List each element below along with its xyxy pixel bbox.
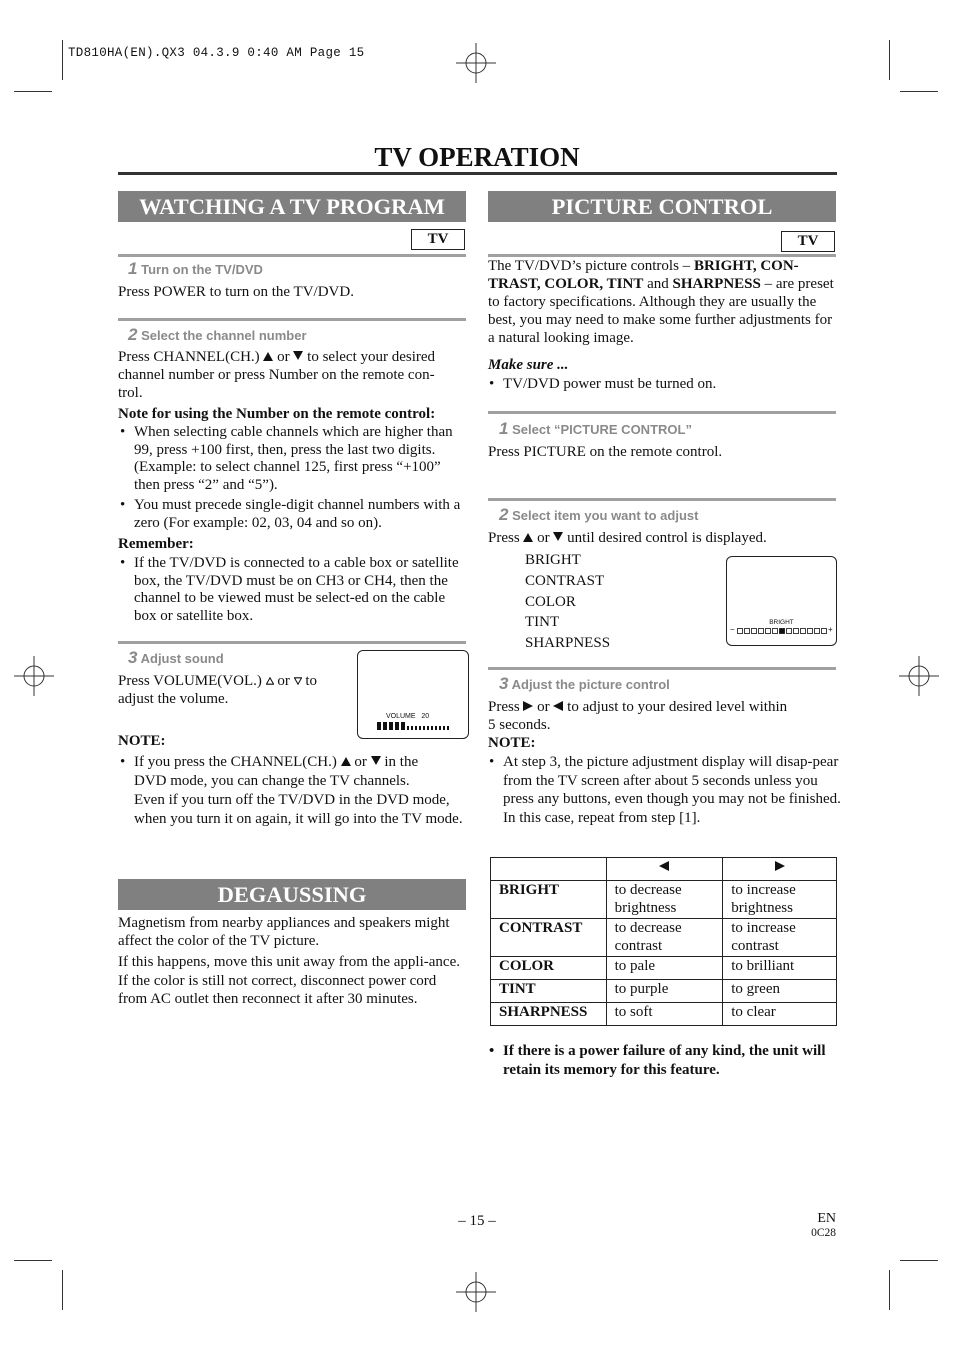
picture-item-list <box>525 550 610 654</box>
note-bullet-1: • If you press the CHANNEL(CH.) or in the DVD mode, you can change the TV channels. Even if you turn off the TV/DVD in the DVD mode, when you turn it on again, it will go into the TV mode. <box>120 753 480 829</box>
table-row <box>491 1003 837 1026</box>
left-arrow-icon <box>659 861 669 871</box>
table-row-right: to green <box>723 980 837 1003</box>
degaussing-para-1: Magnetism from nearby appliances and speakers might affect the color of the TV picture. <box>118 915 450 949</box>
table-row <box>491 957 837 980</box>
picture-intro: The TV/DVD’s picture controls – BRIGHT, CON-TRAST, COLOR, TINT and SHARPNESS – are preset to factory specifications. Although they are usually the best, you may need to make some further adjustments for a natural looking image. <box>488 258 834 346</box>
left-arrow-icon <box>553 701 563 711</box>
step-2-heading: 2 Select the channel number <box>128 325 307 344</box>
picture-item: TINT <box>525 614 560 631</box>
crop-mark <box>900 1260 938 1261</box>
page-number: – 15 – <box>458 1213 496 1229</box>
pc-step-1-text: Press PICTURE on the remote control. <box>488 444 723 460</box>
volume-up-arrow-icon <box>266 677 274 685</box>
down-arrow-icon <box>371 756 381 765</box>
picture-adjust-screen <box>726 556 837 646</box>
table-header-left <box>606 858 723 881</box>
remember-bullet-1: • If the TV/DVD is connected to a cable box or satellite box, the TV/DVD must be on CH3 or CH4, then the channel to be viewed must be select-ed on the cable box or satellite box. <box>120 555 470 625</box>
table-row-label: SHARPNESS <box>491 1003 607 1026</box>
picture-control-heading: PICTURE CONTROL <box>488 191 836 222</box>
step-3-heading: 3 Adjust sound <box>128 648 224 667</box>
note-number-bullet-2: • You must precede single-digit channel numbers with a zero (For example: 02, 03, 04 and so on). <box>120 497 470 532</box>
print-slug: TD810HA(EN).QX3 04.3.9 0:40 AM Page 15 <box>68 46 365 60</box>
crop-mark <box>14 1260 52 1261</box>
screen-minus: − <box>730 625 735 634</box>
pc-step-2-text: Press or until desired control is displayed. <box>488 530 767 546</box>
registration-mark-icon <box>14 656 54 696</box>
table-row-label: BRIGHT <box>491 881 607 919</box>
table-row-label: CONTRAST <box>491 919 607 957</box>
crop-mark <box>62 40 63 80</box>
table-row <box>491 919 837 957</box>
document-code: 0C28 <box>811 1227 836 1239</box>
table-row-left: to decrease contrast <box>606 919 723 957</box>
volume-level-bar <box>377 722 451 731</box>
table-row-left: to soft <box>606 1003 723 1026</box>
picture-item: BRIGHT <box>525 552 581 568</box>
down-arrow-icon <box>293 351 303 360</box>
degaussing-para-2: If this happens, move this unit away from the appli-ance. If the color is still not correct, disconnect power cord from AC outlet then reconnect it after 30 minutes. <box>118 954 460 1007</box>
down-arrow-icon <box>553 532 563 541</box>
note-number-heading: Note for using the Number on the remote control: <box>118 406 436 422</box>
table-row-label: COLOR <box>491 957 607 980</box>
up-arrow-icon <box>263 352 273 361</box>
step-1-text: Press POWER to turn on the TV/DVD. <box>118 284 354 300</box>
volume-label: VOLUME 20 <box>386 713 430 720</box>
step-divider <box>488 498 836 501</box>
right-arrow-icon <box>523 701 533 711</box>
picture-control-table <box>490 857 837 1026</box>
tv-badge: TV <box>411 229 465 250</box>
pc-step-3-heading: 3 Adjust the picture control <box>499 674 670 693</box>
picture-level-bar <box>737 628 829 634</box>
make-sure-bullet: • TV/DVD power must be turned on. <box>489 376 843 394</box>
make-sure-heading: Make sure ... <box>488 357 569 373</box>
right-arrow-icon <box>775 861 785 871</box>
pc-note-bullet: • At step 3, the picture adjustment display will disap-pear from the TV screen after about 5 seconds unless you press any buttons, even though you may not be finished. In this case, repeat from step [1]. <box>489 753 851 827</box>
table-row <box>491 881 837 919</box>
picture-item: SHARPNESS <box>525 635 611 652</box>
crop-mark <box>62 1270 63 1310</box>
step-divider <box>488 667 836 670</box>
table-row-left: to decrease brightness <box>606 881 723 919</box>
registration-mark-icon <box>456 43 496 83</box>
screen-bright-label: BRIGHT <box>769 619 794 626</box>
registration-mark-icon <box>456 1272 496 1312</box>
table-row-right: to increase contrast <box>723 919 837 957</box>
table-row-label: TINT <box>491 980 607 1003</box>
crop-mark <box>900 91 938 92</box>
table-row <box>491 980 837 1003</box>
degaussing-heading: DEGAUSSING <box>118 879 466 910</box>
crop-mark <box>889 40 890 80</box>
note-heading: NOTE: <box>118 733 166 749</box>
table-row-left: to purple <box>606 980 723 1003</box>
volume-down-arrow-icon <box>294 677 302 685</box>
pc-step-2-heading: 2 Select item you want to adjust <box>499 505 699 524</box>
step-divider <box>488 411 836 414</box>
step-divider <box>118 318 466 321</box>
table-row-right: to brilliant <box>723 957 837 980</box>
pc-step-3-text: Press or to adjust to your desired level within 5 seconds. <box>488 699 788 733</box>
step-divider <box>118 254 466 257</box>
title-rule <box>118 172 837 175</box>
up-arrow-icon <box>523 533 533 542</box>
crop-mark <box>889 1270 890 1310</box>
volume-screen <box>357 650 469 739</box>
pc-note-heading: NOTE: <box>488 735 536 751</box>
language-code: EN <box>817 1211 836 1226</box>
table-row-right: to clear <box>723 1003 837 1026</box>
pc-step-1-heading: 1 Select “PICTURE CONTROL” <box>499 419 692 438</box>
note-number-bullet-1: • When selecting cable channels which are higher than 99, press +100 first, then, press the last two digits. (Example: to select channel 125, first press “+100” then press “2” and “5”). <box>120 424 470 494</box>
table-header-row <box>491 858 837 881</box>
step-2-text: Press CHANNEL(CH.) or to select your desired channel number or press Number on the remote con- trol. <box>118 349 436 401</box>
power-failure-note: • If there is a power failure of any kind, the unit will retain its memory for this feature. <box>489 1042 851 1080</box>
screen-plus: + <box>828 625 833 634</box>
page-title: TV OPERATION <box>374 142 580 172</box>
picture-item: CONTRAST <box>525 572 605 589</box>
crop-mark <box>14 91 52 92</box>
table-row-left: to pale <box>606 957 723 980</box>
remember-heading: Remember: <box>118 536 194 552</box>
up-arrow-icon <box>341 757 351 766</box>
tv-badge: TV <box>781 231 835 252</box>
step-divider <box>118 641 466 644</box>
watching-heading: WATCHING A TV PROGRAM <box>118 191 466 222</box>
step-3-text: Press VOLUME(VOL.) or to adjust the volume. <box>118 673 318 707</box>
table-corner-cell <box>491 858 607 881</box>
table-row-right: to increase brightness <box>723 881 837 919</box>
table-header-right <box>723 858 837 881</box>
registration-mark-icon <box>899 656 939 696</box>
picture-item: COLOR <box>525 593 576 610</box>
step-1-heading: 1 Turn on the TV/DVD <box>128 259 263 278</box>
